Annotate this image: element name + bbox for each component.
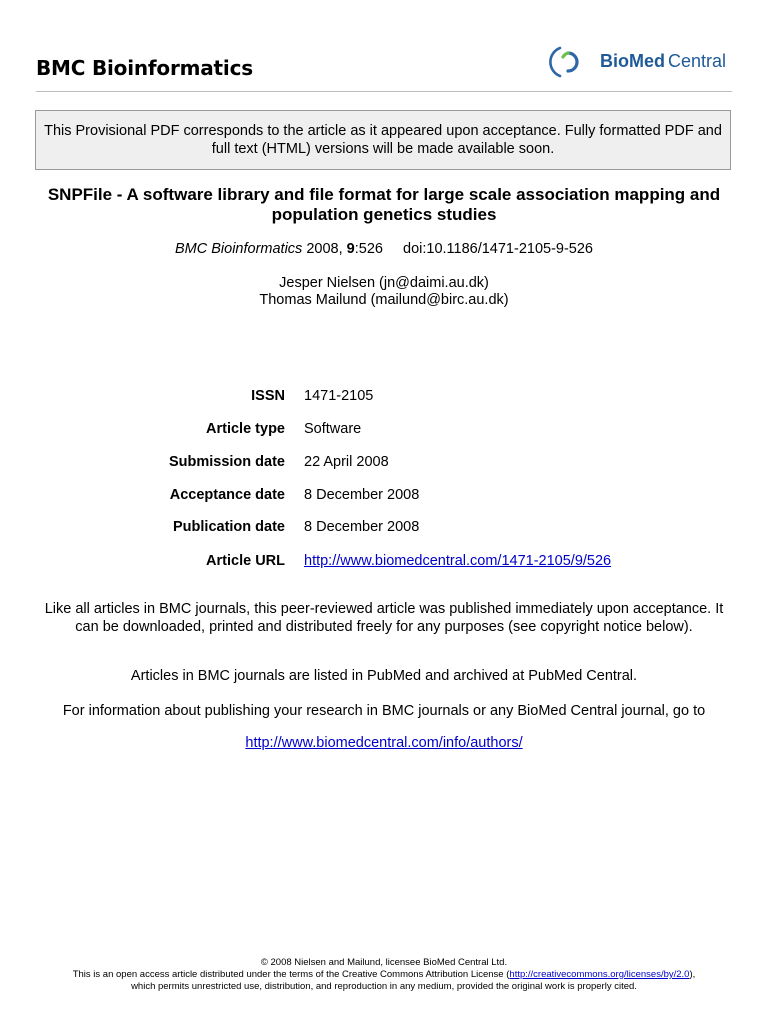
footer-copyright: © 2008 Nielsen and Mailund, licensee BioMed Central Ltd. [260, 957, 508, 968]
authors-info-link-wrap [36, 735, 732, 753]
footer-usage-terms: which permits unrestricted use, distribution, and reproduction in any medium, provided the original work is properly cited. [131, 981, 637, 992]
meta-label-acceptance-date: Acceptance date [169, 487, 285, 503]
header-divider [36, 91, 732, 92]
footer-license-suffix: ), [689, 969, 696, 980]
citation-volume: 9 [346, 241, 355, 257]
open-access-paragraph: Like all articles in BMC journals, this peer-reviewed article was published immediately upon acceptance. It can be downloaded, printed and distributed freely for any purposes (see copyright notice below). [44, 601, 724, 635]
author-2: Thomas Mailund (mailund@birc.au.dk) [259, 292, 509, 308]
meta-label-issn: ISSN [251, 388, 285, 404]
provisional-notice: This Provisional PDF corresponds to the article as it appeared upon acceptance. Fully formatted PDF and full text (HTML) versions will be made available soon. [35, 110, 731, 170]
meta-label-article-type: Article type [206, 421, 285, 437]
pubmed-paragraph: Articles in BMC journals are listed in PubMed and archived at PubMed Central. [130, 668, 638, 684]
meta-label-submission-date: Submission date [168, 454, 285, 470]
citation-journal: BMC Bioinformatics [174, 241, 303, 257]
meta-value-acceptance-date: 8 December 2008 [304, 487, 420, 503]
citation-page: :526 [354, 241, 383, 257]
citation-year: 2008, [306, 241, 343, 257]
article-title: SNPFile - A software library and file format for large scale association mapping and population genetics studies [47, 185, 721, 224]
meta-value-publication-date: 8 December 2008 [304, 519, 420, 535]
author-list [0, 275, 768, 309]
meta-value-submission-date: 22 April 2008 [304, 454, 389, 470]
publisher-logo-text [600, 51, 726, 72]
article-citation [0, 241, 768, 257]
logo-word-central: Central [668, 51, 727, 71]
footer-license-prefix: This is an open access article distributed under the terms of the Creative Commons Attribution License ( [72, 969, 510, 980]
footer-license-line [0, 969, 768, 981]
publishing-info-paragraph: For information about publishing your research in BMC journals or any BioMed Central journal, go to [62, 703, 706, 719]
authors-info-link[interactable]: http://www.biomedcentral.com/info/authors/ [245, 735, 523, 751]
journal-name: BMC Bioinformatics [36, 56, 253, 80]
meta-label-article-url: Article URL [206, 553, 285, 569]
biomed-central-logo-icon [546, 44, 586, 80]
license-link[interactable]: http://creativecommons.org/licenses/by/2.0 [509, 969, 690, 980]
copyright-footer [0, 957, 768, 993]
meta-label-publication-date: Publication date [173, 519, 285, 535]
author-1: Jesper Nielsen (jn@daimi.au.dk) [279, 275, 489, 291]
logo-word-biomed: BioMed [600, 51, 665, 71]
citation-doi: doi:10.1186/1471-2105-9-526 [403, 241, 594, 257]
article-url-link[interactable]: http://www.biomedcentral.com/1471-2105/9/526 [304, 553, 612, 569]
publisher-logo[interactable] [546, 44, 736, 80]
meta-value-issn: 1471-2105 [304, 388, 374, 404]
meta-value-article-type: Software [304, 421, 362, 437]
